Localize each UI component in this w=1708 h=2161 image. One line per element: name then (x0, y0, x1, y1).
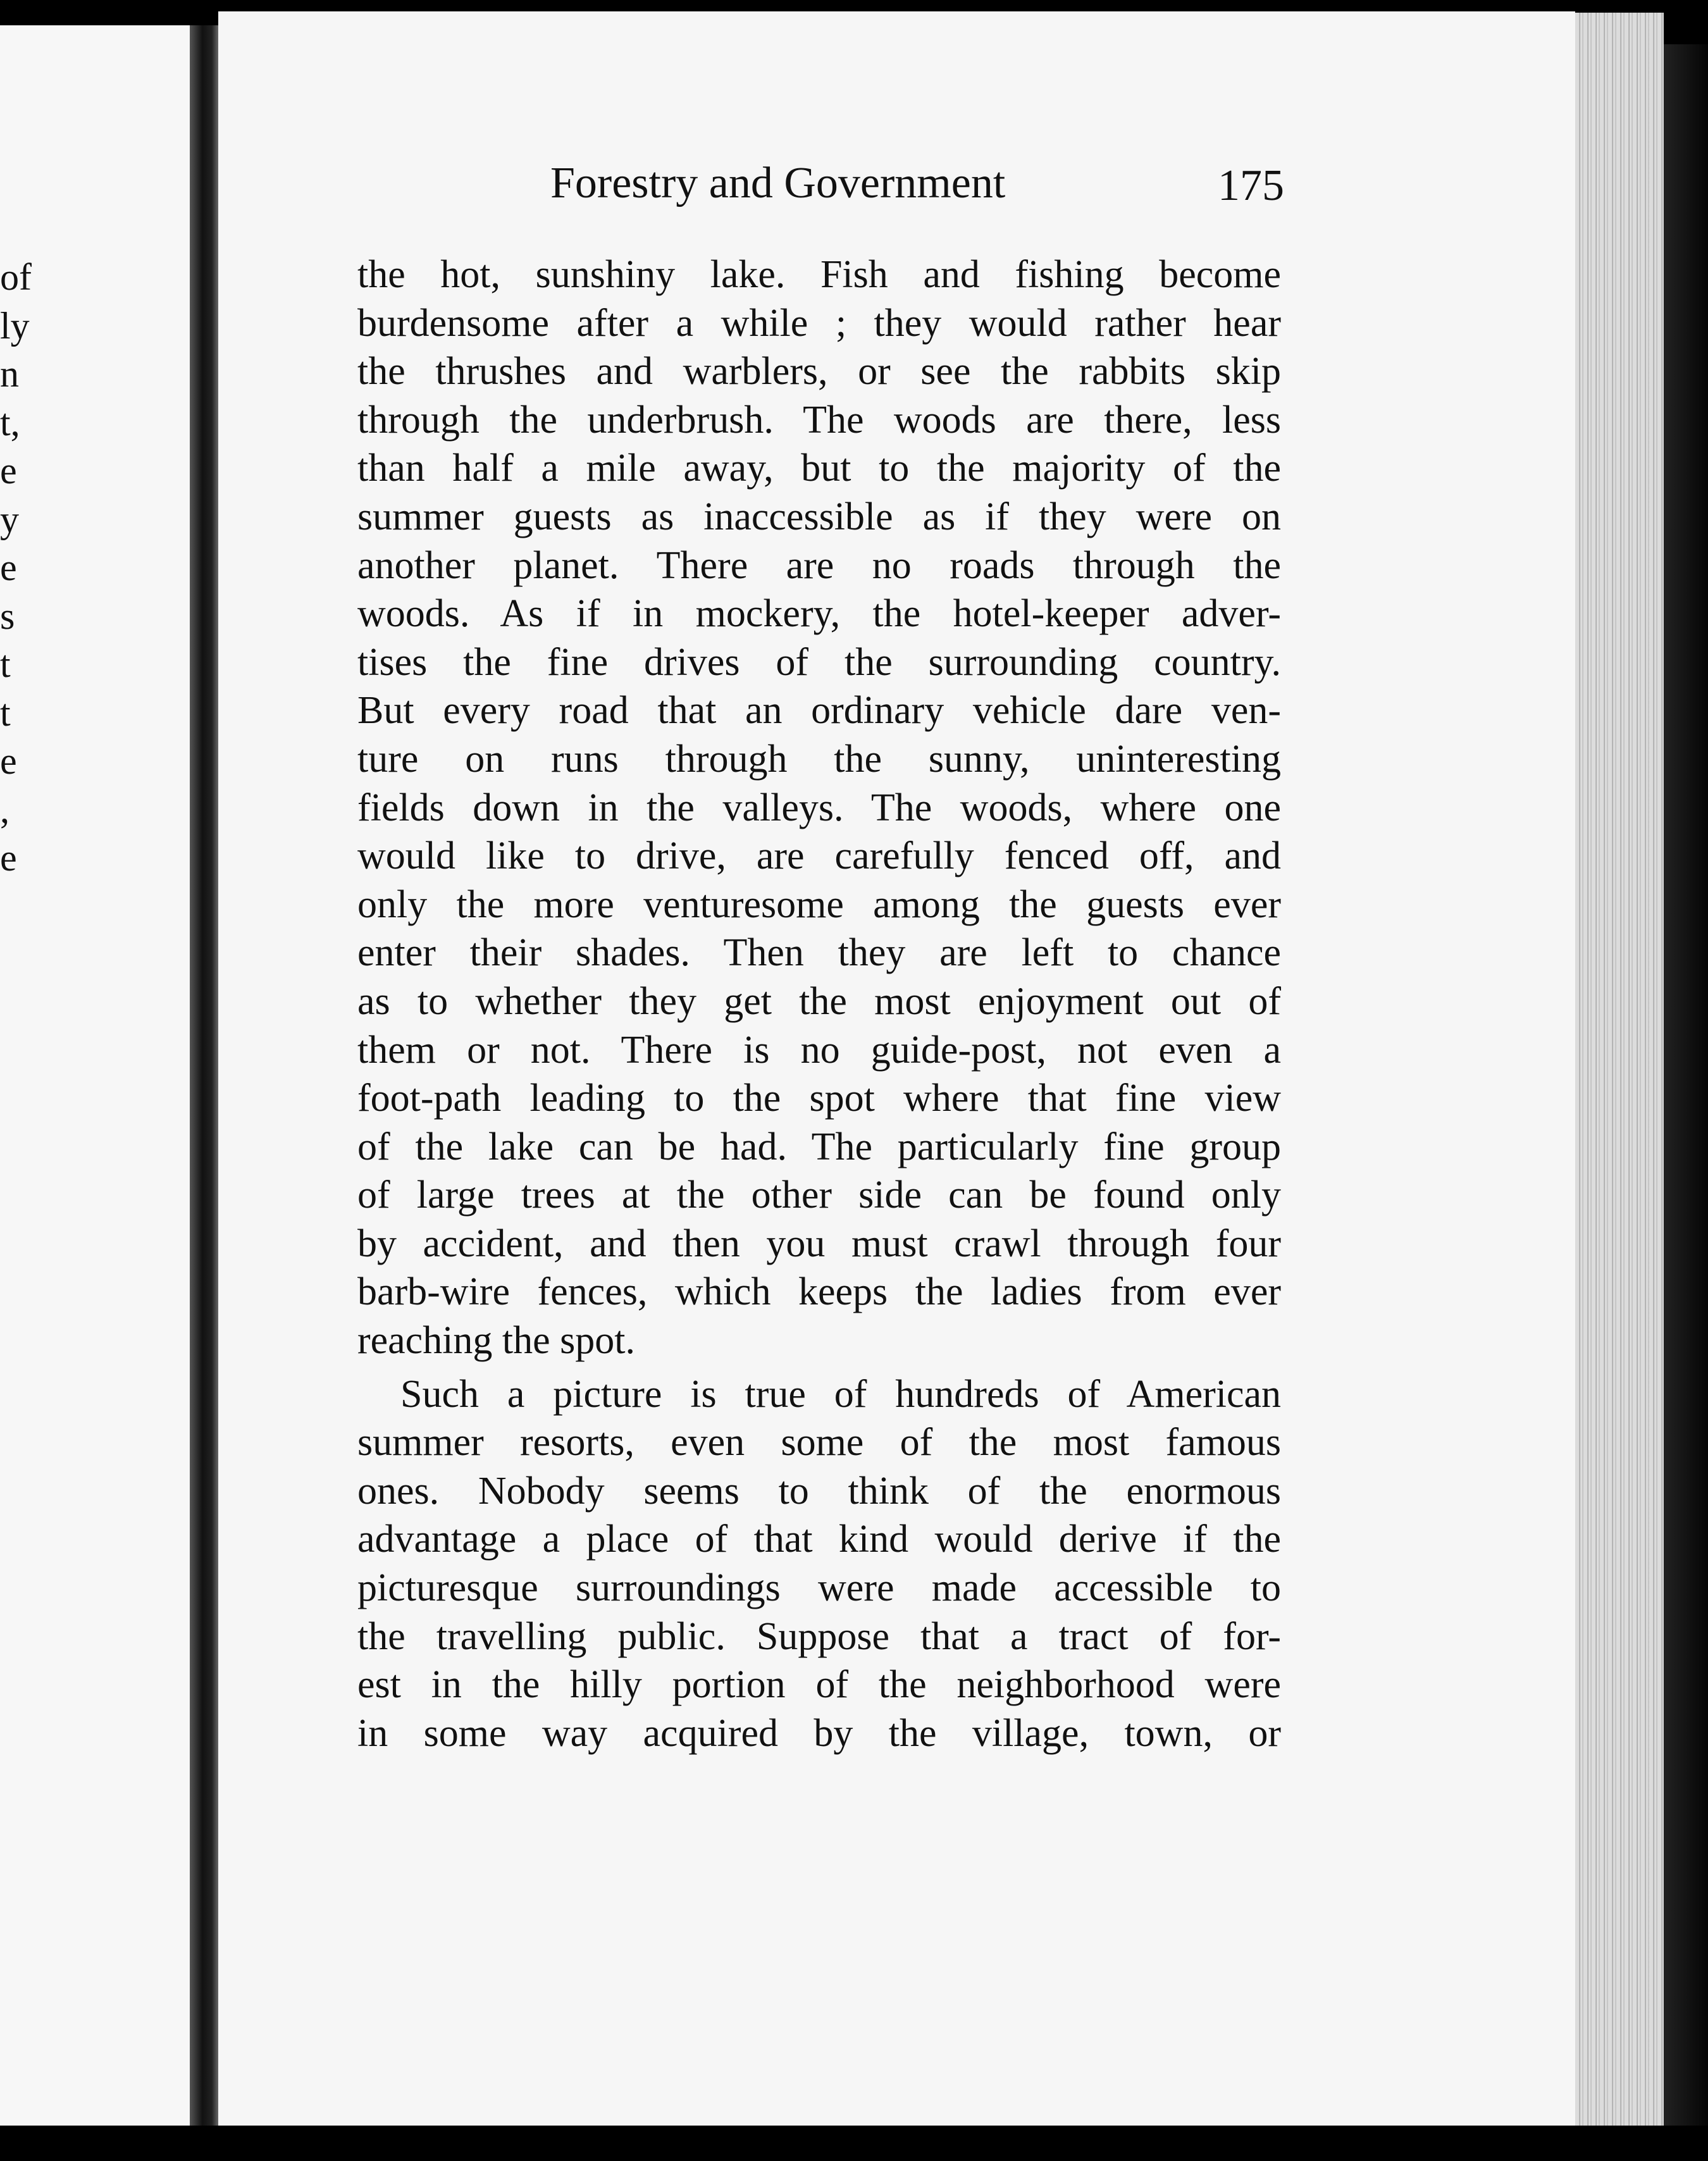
text-line: summer resorts, even some of the most famous (357, 1421, 1281, 1464)
page-edges (1575, 13, 1664, 2126)
text-line: advantage a place of that kind would derive if the (357, 1518, 1281, 1561)
left-fragment: , (0, 788, 9, 831)
text-line: woods. As if in mockery, the hotel-keeper adver- (357, 592, 1281, 636)
book-gutter (190, 25, 221, 2132)
left-fragment: e (0, 837, 17, 879)
left-fragment: y (0, 498, 19, 540)
text-line: than half a mile away, but to the majority of the (357, 447, 1281, 490)
text-line: tises the fine drives of the surrounding country. (357, 640, 1281, 684)
text-line: ture on runs through the sunny, uninteresting (357, 737, 1281, 781)
text-line: picturesque surroundings were made accessible to (357, 1566, 1281, 1610)
text-line: by accident, and then you must crawl through four (357, 1222, 1281, 1265)
left-fragment: e (0, 547, 17, 588)
left-fragment: of (0, 256, 32, 298)
text-line: burdensome after a while ; they would rather hear (357, 301, 1281, 345)
left-page (0, 25, 190, 2132)
scan-bottom-border (0, 2126, 1708, 2161)
running-head (550, 152, 1284, 221)
left-fragment: t (0, 643, 11, 685)
text-line: est in the hilly portion of the neighborhood were (357, 1663, 1281, 1707)
text-line: But every road that an ordinary vehicle dare ven- (357, 689, 1281, 733)
left-fragment: e (0, 740, 17, 782)
text-line: Such a picture is true of hundreds of American (400, 1372, 1281, 1416)
text-line: them or not. There is no guide-post, not even a (357, 1028, 1281, 1072)
text-line: reaching the spot. (357, 1319, 636, 1363)
text-line: the thrushes and warblers, or see the rabbits skip (357, 350, 1281, 393)
left-fragment: t, (0, 401, 20, 443)
text-line: fields down in the valleys. The woods, where one (357, 786, 1281, 829)
text-line: of the lake can be had. The particularly fine group (357, 1125, 1281, 1168)
body-text (357, 251, 1281, 1757)
left-fragment: t (0, 691, 11, 734)
text-line: foot-path leading to the spot where that fine view (357, 1077, 1281, 1120)
text-line: summer guests as inaccessible as if they were on (357, 495, 1281, 538)
text-line: the hot, sunshiny lake. Fish and fishing become (357, 253, 1281, 296)
text-line: of large trees at the other side can be found only (357, 1173, 1281, 1217)
book-cover-edge (1664, 44, 1708, 2161)
text-line: another planet. There are no roads through the (357, 543, 1281, 587)
text-line: barb-wire fences, which keeps the ladies from ever (357, 1270, 1281, 1314)
text-line: enter their shades. Then they are left to chance (357, 931, 1281, 975)
text-line: as to whether they get the most enjoyment out of (357, 979, 1281, 1023)
paragraph (357, 251, 1281, 1365)
text-line: through the underbrush. The woods are there, less (357, 398, 1281, 442)
left-fragment: ly (0, 304, 30, 347)
left-fragment: n (0, 353, 19, 395)
text-line: would like to drive, are carefully fenced off, and (357, 834, 1281, 878)
paragraph (357, 1370, 1281, 1758)
text-line: ones. Nobody seems to think of the enormous (357, 1469, 1281, 1513)
running-head-title: Forestry and Government (550, 159, 1006, 207)
left-page-text-fragments (0, 253, 76, 882)
text-line: in some way acquired by the village, town, or (357, 1711, 1281, 1755)
text-line: only the more venturesome among the guests ever (357, 882, 1281, 926)
left-fragment: e (0, 450, 17, 492)
text-line: the travelling public. Suppose that a tract of for- (357, 1614, 1281, 1658)
left-fragment: s (0, 595, 15, 637)
page-number: 175 (1218, 161, 1284, 210)
